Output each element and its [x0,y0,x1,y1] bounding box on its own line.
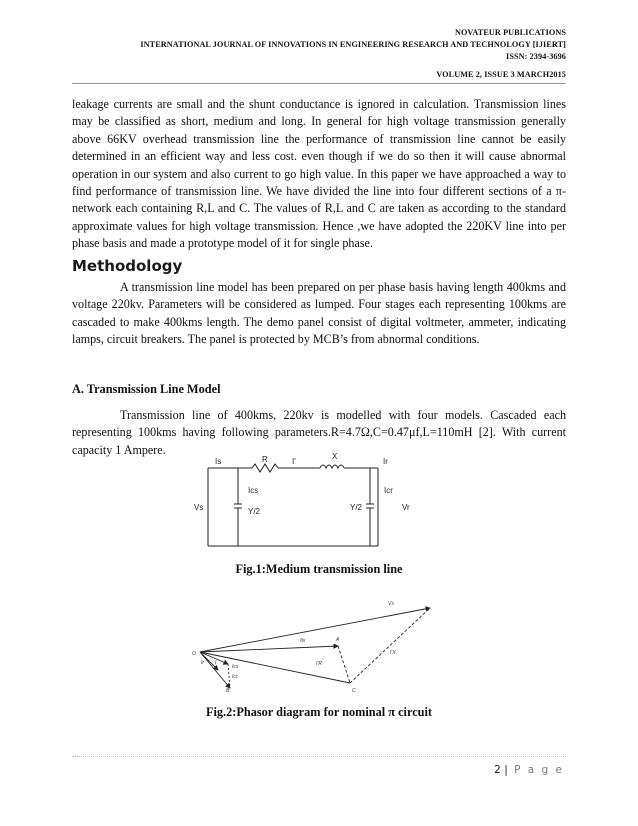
label-icr: Icr [384,486,393,495]
label-y2-left: Y/2 [248,507,261,516]
publisher-name: NOVATEUR PUBLICATIONS [454,28,566,37]
label-r: R [262,455,268,464]
intro-paragraph: leakage currents are small and the shunt conductance is ignored in calculation. Transmission lines may be classified as short, medium and long. In general for high voltage transmission generally above 66KV overhead transmission line the performance of transmission line cannot be easily determined in an efficient way and less cost. even though if we do so then it will cause abnormal operation in our system and also current to go high value. In this paper we have approached a way to find performance of transmission line. We have divided the line into four different sections of a π-network each containing R,L and C. The values of R,L and C are taken as according to the standard approximate values for high voltage transmission. Hence ,we have adopted the 220KV line into per phase basis and made a prototype model of it for single phase. [72,97,566,251]
header-rule [72,83,566,84]
label-i-phasor: I [215,660,217,666]
volume-issue: VOLUME 2, ISSUE 3 MARCH2015 [436,70,566,79]
label-c: C [352,688,356,694]
page-number: 2 [494,764,501,776]
label-is: Is [215,457,222,466]
label-a: A [336,637,340,643]
circuit-diagram [190,448,430,556]
phasor-diagram [190,598,450,694]
label-phasor-vs: Vs [388,601,394,607]
label-ics: Ics [248,486,259,495]
figure1-caption: Fig.1:Medium transmission line [235,562,403,576]
issn: ISSN: 2394-3696 [506,52,566,61]
label-ir: Ir [383,457,388,466]
label-y2-right: Y/2 [350,503,363,512]
label-x: X [332,452,338,461]
phasor-vr [200,646,338,652]
phasor-ir-drop [338,646,350,683]
label-b: B [226,688,230,694]
footer-separator: | [504,764,508,776]
methodology-paragraph: A transmission line model has been prepared on per phase basis having length 400kms and voltage 220kv. Parameters will be considered as lumped. Four stages each representing 100kms are cascaded to make 400kms length. The demo panel consist of digital voltmeter, ammeter, indicating lamps, circuit breakers. The panel is protected by MCB’s from abnormal conditions. [72,280,566,347]
label-vr: Vr [402,503,410,512]
label-vs: Vs [194,503,204,512]
label-ics-phasor: Ics [232,664,239,670]
label-icr-phasor: Icr [232,674,238,680]
section-a-paragraph: Transmission line of 400kms, 220kv is modelled with four models. Cascaded each representing 100kms having following parameters.R=4.7Ω,C=0.47μf,L=110mH [2]. With current capacity 1 Ampere. [72,408,566,457]
page-footer [494,764,564,776]
phasor-ix [350,608,430,683]
inductor-symbol [320,465,344,468]
phasor-vs [200,608,430,652]
label-ir-phasor: Ir [201,660,205,666]
label-o: O [192,651,196,657]
section-a-heading: A. Transmission Line Model [72,382,221,396]
figure2-caption: Fig.2:Phasor diagram for nominal π circuit [205,705,433,719]
methodology-heading: Methodology [72,257,183,275]
page-word: P a g e [514,764,564,776]
journal-title: INTERNATIONAL JOURNAL OF INNOVATIONS IN ENGINEERING RESEARCH AND TECHNOLOGY [IJIERT] [140,40,566,49]
phasor-ir [200,652,228,664]
label-ix: I'X [390,650,396,656]
label-theta: θs [300,638,306,644]
label-ir-drop: I'R [316,661,322,667]
footer-rule [72,756,566,757]
label-i-prime: I' [292,457,296,466]
resistor-symbol [252,464,278,472]
